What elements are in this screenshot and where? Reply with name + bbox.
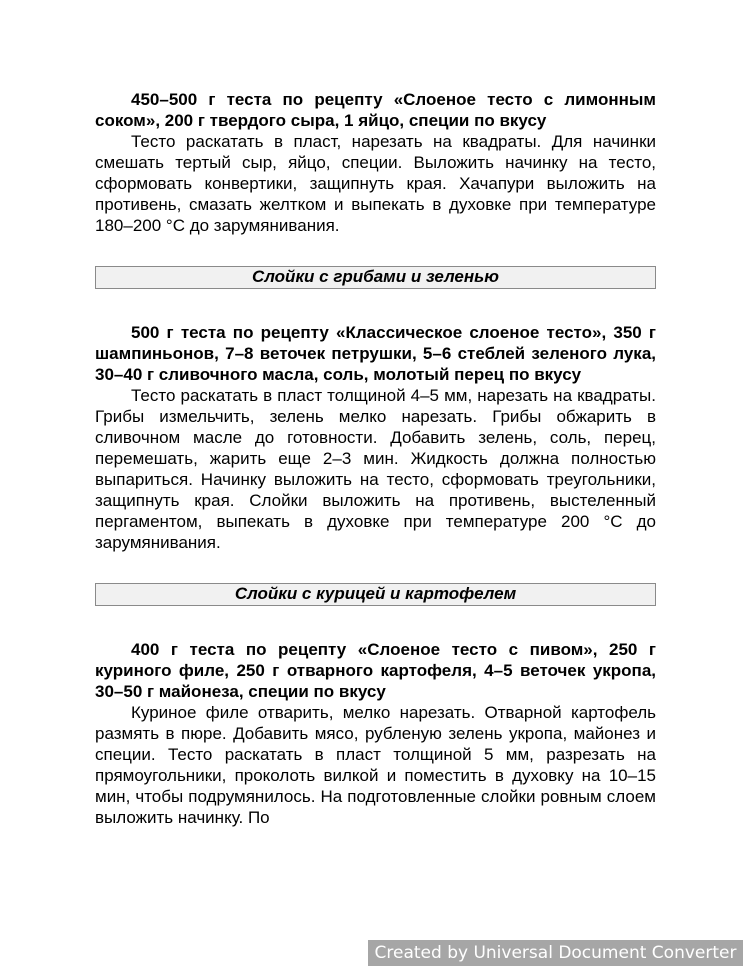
recipe-mushroom-puffs <box>95 322 656 553</box>
section-title-chicken: Слойки с курицей и картофелем <box>95 583 656 606</box>
converter-watermark: Created by Universal Document Converter <box>368 940 743 966</box>
recipe-ingredients: 500 г теста по рецепту «Классическое слоеное тесто», 350 г шампиньонов, 7–8 веточек петрушки, 5–6 стеблей зеленого лука, 30–40 г сливочного масла, соль, молотый перец по вкусу <box>95 323 656 384</box>
recipe-ingredients: 400 г теста по рецепту «Слоеное тесто с пивом», 250 г куриного филе, 250 г отварного картофеля, 4–5 веточек укропа, 30–50 г майонеза, специи по вкусу <box>95 640 656 701</box>
document-page <box>95 89 656 828</box>
recipe-chicken-puffs <box>95 639 656 828</box>
recipe-method: Тесто раскатать в пласт толщиной 4–5 мм, нарезать на квадраты. Грибы измельчить, зелень мелко нарезать. Грибы обжарить в сливочном масле до готовности. Добавить зелень, соль, перец, перемешать, жарить еще 2–3 мин. Жидкость должна полностью выпариться. Начинку выложить на тесто, сформовать треугольники, защипнуть края. Слойки выложить на противень, выстеленный пергаментом, выпекать в духовке при температуре 200 °С до зарумянивания. <box>95 386 656 552</box>
recipe-method: Тесто раскатать в пласт, нарезать на квадраты. Для начинки смешать тертый сыр, яйцо, специи. Выложить начинку на тесто, сформовать конвертики, защипнуть края. Хачапури выложить на противень, смазать желтком и выпекать в духовке при температуре 180–200 °С до зарумянивания. <box>95 132 656 235</box>
recipe-khachapuri <box>95 89 656 236</box>
section-title-mushrooms: Слойки с грибами и зеленью <box>95 266 656 289</box>
recipe-ingredients: 450–500 г теста по рецепту «Слоеное тесто с лимонным соком», 200 г твердого сыра, 1 яйцо, специи по вкусу <box>95 90 656 130</box>
recipe-method: Куриное филе отварить, мелко нарезать. Отварной картофель размять в пюре. Добавить мясо, рубленую зелень укропа, майонез и специи. Тесто раскатать в пласт толщиной 5 мм, разрезать на прямоугольники, проколоть вилкой и поместить в духовку на 10–15 мин, чтобы подрумянилось. На подготовленные слойки ровным слоем выложить начинку. По <box>95 703 656 827</box>
